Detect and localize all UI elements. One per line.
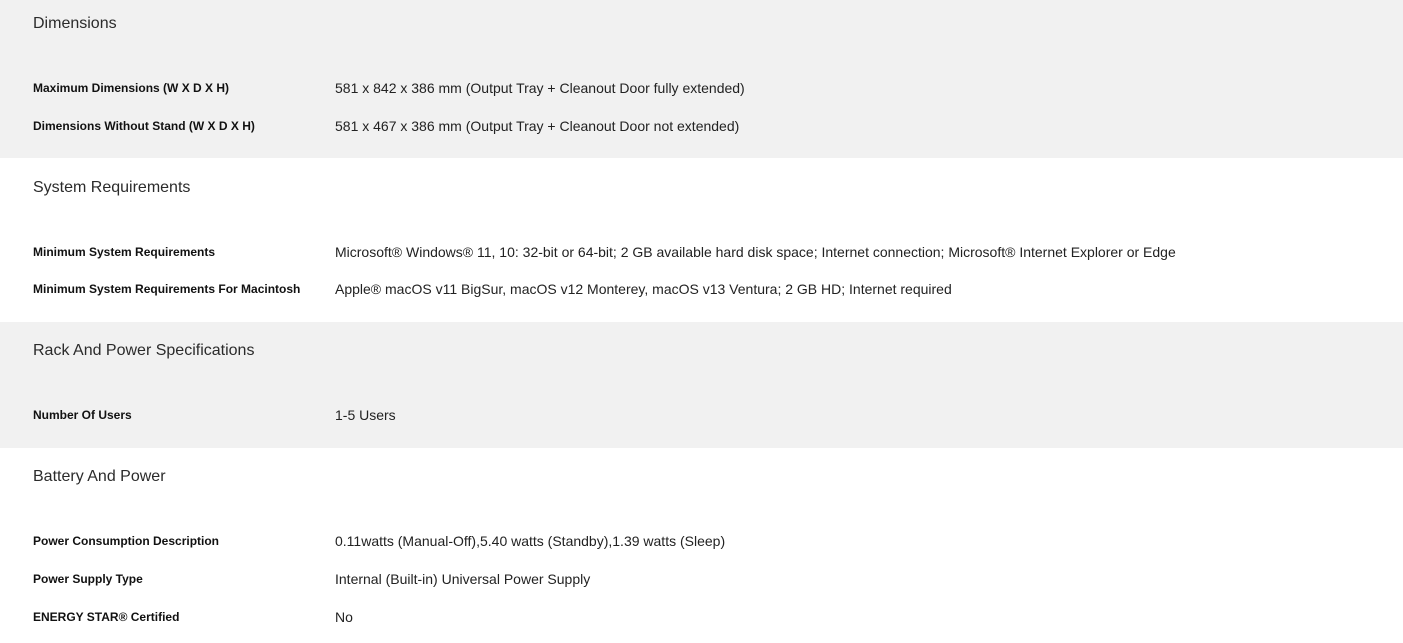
spec-label-power-consumption: Power Consumption Description (33, 534, 220, 548)
section-title-battery-and-power: Battery And Power (33, 468, 166, 485)
spec-label-power-supply-type: Power Supply Type (33, 572, 143, 586)
section-dimensions (0, 0, 1403, 158)
spec-value-minimum-system-requirements: Microsoft® Windows® 11, 10: 32-bit or 64-bit; 2 GB available hard disk space; Internet connection; Microsoft® Internet Explorer or Edge (335, 244, 1176, 260)
spec-value-energy-star: No (335, 609, 353, 625)
spec-label-energy-star: ENERGY STAR® Certified (33, 610, 180, 624)
spec-label-number-of-users: Number Of Users (33, 408, 132, 422)
spec-label-dimensions-without-stand: Dimensions Without Stand (W X D X H) (33, 119, 255, 133)
spec-value-maximum-dimensions: 581 x 842 x 386 mm (Output Tray + Cleanout Door fully extended) (335, 80, 745, 96)
spec-label-minimum-system-requirements-mac: Minimum System Requirements For Macintosh (33, 282, 301, 296)
section-rack-and-power (0, 322, 1403, 448)
spec-label-minimum-system-requirements: Minimum System Requirements (33, 245, 216, 259)
spec-value-power-supply-type: Internal (Built-in) Universal Power Supply (335, 571, 591, 587)
section-system-requirements (0, 158, 1403, 322)
spec-label-maximum-dimensions: Maximum Dimensions (W X D X H) (33, 81, 230, 95)
section-battery-and-power (0, 448, 1403, 643)
section-title-system-requirements: System Requirements (33, 179, 191, 196)
spec-value-dimensions-without-stand: 581 x 467 x 386 mm (Output Tray + Cleanout Door not extended) (335, 118, 740, 134)
spec-value-number-of-users: 1-5 Users (335, 407, 396, 423)
section-title-rack-and-power: Rack And Power Specifications (33, 342, 255, 359)
spec-value-power-consumption: 0.11watts (Manual-Off),5.40 watts (Standby),1.39 watts (Sleep) (335, 533, 726, 549)
section-title-dimensions: Dimensions (33, 15, 117, 32)
spec-value-minimum-system-requirements-mac: Apple® macOS v11 BigSur, macOS v12 Monterey, macOS v13 Ventura; 2 GB HD; Internet required (335, 281, 952, 297)
